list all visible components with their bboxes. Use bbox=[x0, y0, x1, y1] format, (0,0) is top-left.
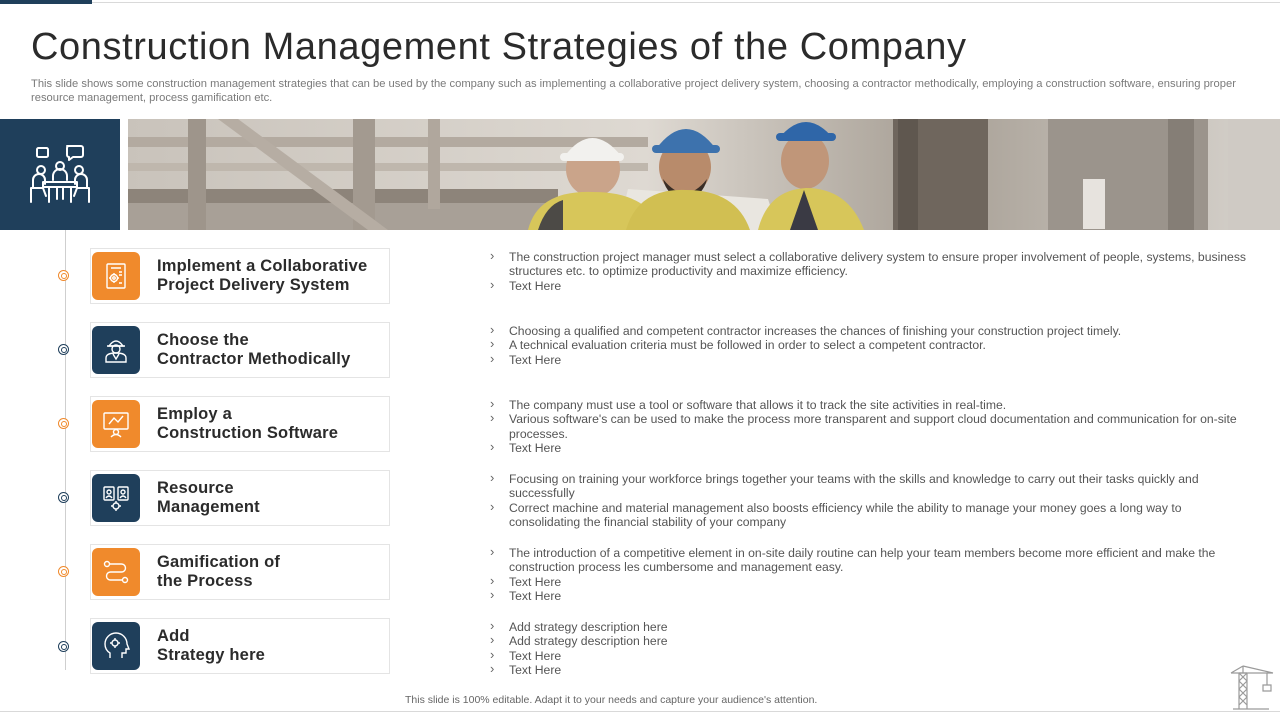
description-point: › The introduction of a competitive element in on-site daily routine can help your team members become more efficient and make the construction process les cumbersome and management easy. bbox=[490, 546, 1250, 575]
description-point: › Various software's can be used to make the process more transparent and support cloud documentation and communication for on-site processes. bbox=[490, 412, 1250, 441]
description-point: › Text Here bbox=[490, 649, 1250, 663]
strategy-description-list bbox=[490, 620, 1250, 677]
description-point: › Choosing a qualified and competent contractor increases the chances of finishing your construction project timely. bbox=[490, 324, 1250, 338]
hero-icon-tile bbox=[0, 119, 120, 230]
bottom-rule bbox=[0, 711, 1280, 712]
strategy-title: Choose the Contractor Methodically bbox=[157, 331, 351, 368]
contractor-icon bbox=[101, 335, 131, 365]
strategy-title: Add Strategy here bbox=[157, 627, 266, 664]
timeline-dot bbox=[58, 492, 69, 503]
process-path-icon bbox=[101, 557, 131, 587]
top-accent-bar bbox=[0, 0, 92, 4]
strategy-badge bbox=[92, 474, 140, 522]
footer-note: This slide is 100% editable. Adapt it to your needs and capture your audience's attention. bbox=[405, 694, 818, 706]
team-meeting-icon bbox=[27, 142, 93, 208]
timeline-dot bbox=[58, 641, 69, 652]
timeline-dot bbox=[58, 270, 69, 281]
description-point: › Text Here bbox=[490, 279, 1250, 293]
description-point: › Text Here bbox=[490, 353, 1250, 367]
construction-workers-photo bbox=[128, 119, 1280, 230]
timeline-dot bbox=[58, 344, 69, 355]
description-point: › Text Here bbox=[490, 441, 1250, 455]
strategy-card-gamification bbox=[90, 544, 390, 600]
page-title: Construction Management Strategies of the Company bbox=[31, 26, 967, 68]
strategy-title: Employ a Construction Software bbox=[157, 405, 339, 442]
description-point: › Text Here bbox=[490, 575, 1250, 589]
timeline-line bbox=[65, 230, 66, 670]
description-point: › Text Here bbox=[490, 589, 1250, 603]
description-point: › Correct machine and material management also boosts efficiency while the ability to manage your money goes a long way to consolidating the financial stability of your company bbox=[490, 501, 1250, 530]
description-point: › Text Here bbox=[490, 663, 1250, 677]
strategy-card-collaborative-delivery bbox=[90, 248, 390, 304]
description-point: › The company must use a tool or software that allows it to track the site activities in real-time. bbox=[490, 398, 1250, 412]
strategy-title: Gamification of the Process bbox=[157, 553, 281, 590]
strategy-badge bbox=[92, 400, 140, 448]
strategy-card-add bbox=[90, 618, 390, 674]
description-point: › The construction project manager must select a collaborative delivery system to ensure proper involvement of people, systems, business structures etc. to optimize productivity and maximize efficiency. bbox=[490, 250, 1250, 279]
description-point: › A technical evaluation criteria must be followed in order to select a competent contractor. bbox=[490, 338, 1250, 352]
strategy-badge bbox=[92, 622, 140, 670]
strategy-title: Resource Management bbox=[157, 479, 260, 516]
strategy-description-list bbox=[490, 398, 1250, 455]
strategy-card-contractor bbox=[90, 322, 390, 378]
timeline-dot bbox=[58, 418, 69, 429]
strategy-card-resource bbox=[90, 470, 390, 526]
strategy-description-list bbox=[490, 250, 1250, 293]
strategy-badge bbox=[92, 252, 140, 300]
gear-blueprint-icon bbox=[101, 261, 131, 291]
description-point: › Focusing on training your workforce brings together your teams with the skills and knowledge to carry out their tasks quickly and successfully bbox=[490, 472, 1250, 501]
strategy-title: Implement a Collaborative Project Delivery System bbox=[157, 257, 368, 294]
top-rule bbox=[0, 2, 1280, 3]
resource-icon bbox=[101, 483, 131, 513]
strategy-badge bbox=[92, 326, 140, 374]
strategy-description-list bbox=[490, 546, 1250, 603]
crane-icon bbox=[1227, 663, 1275, 711]
software-icon bbox=[101, 409, 131, 439]
description-point: › Add strategy description here bbox=[490, 620, 1250, 634]
timeline-dot bbox=[58, 566, 69, 577]
page-subtitle: This slide shows some construction management strategies that can be used by the company such as implementing a collaborative project delivery system, choosing a contractor methodically, employing a construction software, ensuring proper resource management, process gamification etc. bbox=[31, 78, 1236, 104]
description-point: › Add strategy description here bbox=[490, 634, 1250, 648]
idea-head-icon bbox=[101, 631, 131, 661]
strategy-description-list bbox=[490, 472, 1250, 529]
strategy-card-software bbox=[90, 396, 390, 452]
strategy-badge bbox=[92, 548, 140, 596]
strategy-description-list bbox=[490, 324, 1250, 367]
